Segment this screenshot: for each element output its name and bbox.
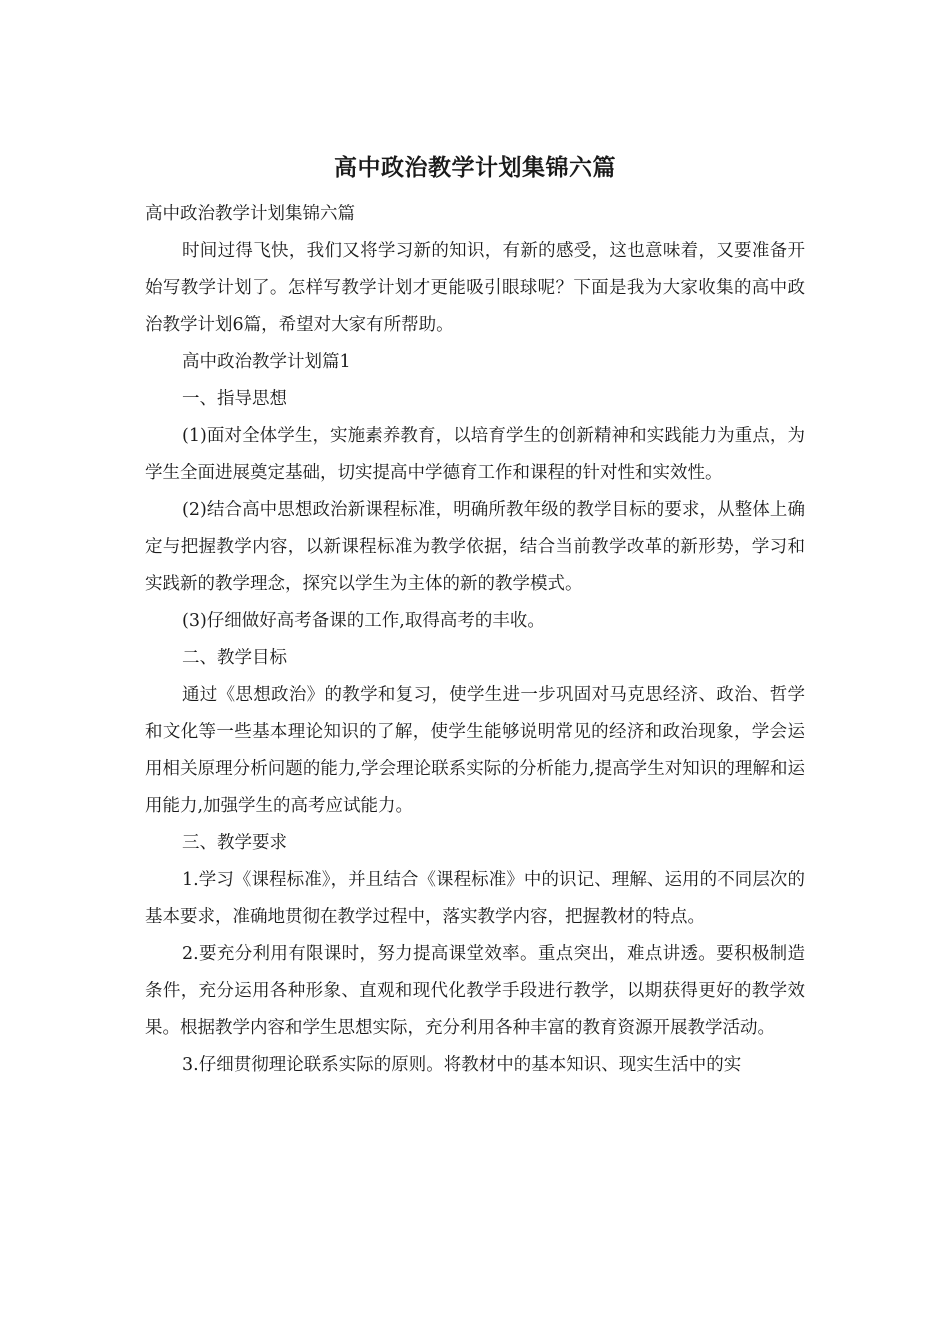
paragraph-guiding-2: (2)结合高中思想政治新课程标准，明确所教年级的教学目标的要求，从整体上确定与把握教学内容，以新课程标准为教学依据，结合当前教学改革的新形势，学习和实践新的教学理念，探究以学生为主体的新的教学模式。 [145, 500, 805, 594]
paragraph-guiding-1: (1)面对全体学生，实施素养教育，以培育学生的创新精神和实践能力为重点，为学生全面进展奠定基础，切实提高中学德育工作和课程的针对性和实效性。 [145, 426, 805, 483]
heading-teaching-requirements: 三、教学要求 [182, 833, 287, 853]
document-title: 高中政治教学计划集锦六篇 [334, 154, 616, 181]
subtitle-line: 高中政治教学计划集锦六篇 [145, 204, 355, 224]
paragraph-teaching-goals: 通过《思想政治》的教学和复习，使学生进一步巩固对马克思经济、政治、哲学和文化等一些基本理论知识的了解，使学生能够说明常见的经济和政治现象，学会运用相关原理分析问题的能力,学会理论联系实际的分析能力,提高学生对知识的理解和运用能力,加强学生的高考应试能力。 [145, 685, 805, 816]
paragraph-guiding-3: (3)仔细做好高考备课的工作,取得高考的丰收。 [182, 611, 545, 631]
section-heading-part1: 高中政治教学计划篇1 [182, 352, 351, 372]
paragraph-requirement-3: 3.仔细贯彻理论联系实际的原则。将教材中的基本知识、现实生活中的实 [182, 1055, 742, 1075]
heading-guiding-ideology: 一、指导思想 [182, 389, 287, 409]
paragraph-requirement-2: 2.要充分利用有限课时，努力提高课堂效率。重点突出，难点讲透。要积极制造条件，充分运用各种形象、直观和现代化教学手段进行教学，以期获得更好的教学效果。根据教学内容和学生思想实际，充分利用各种丰富的教育资源开展教学活动。 [145, 944, 805, 1038]
document-body [145, 196, 805, 1084]
paragraph-requirement-1: 1.学习《课程标准》，并且结合《课程标准》中的识记、理解、运用的不同层次的基本要求，准确地贯彻在教学过程中，落实教学内容，把握教材的特点。 [145, 870, 805, 927]
heading-teaching-goals: 二、教学目标 [182, 648, 287, 668]
intro-paragraph: 时间过得飞快，我们又将学习新的知识，有新的感受，这也意味着，又要准备开始写教学计划了。怎样写教学计划才更能吸引眼球呢？下面是我为大家收集的高中政治教学计划6篇，希望对大家有所帮助。 [145, 241, 805, 335]
